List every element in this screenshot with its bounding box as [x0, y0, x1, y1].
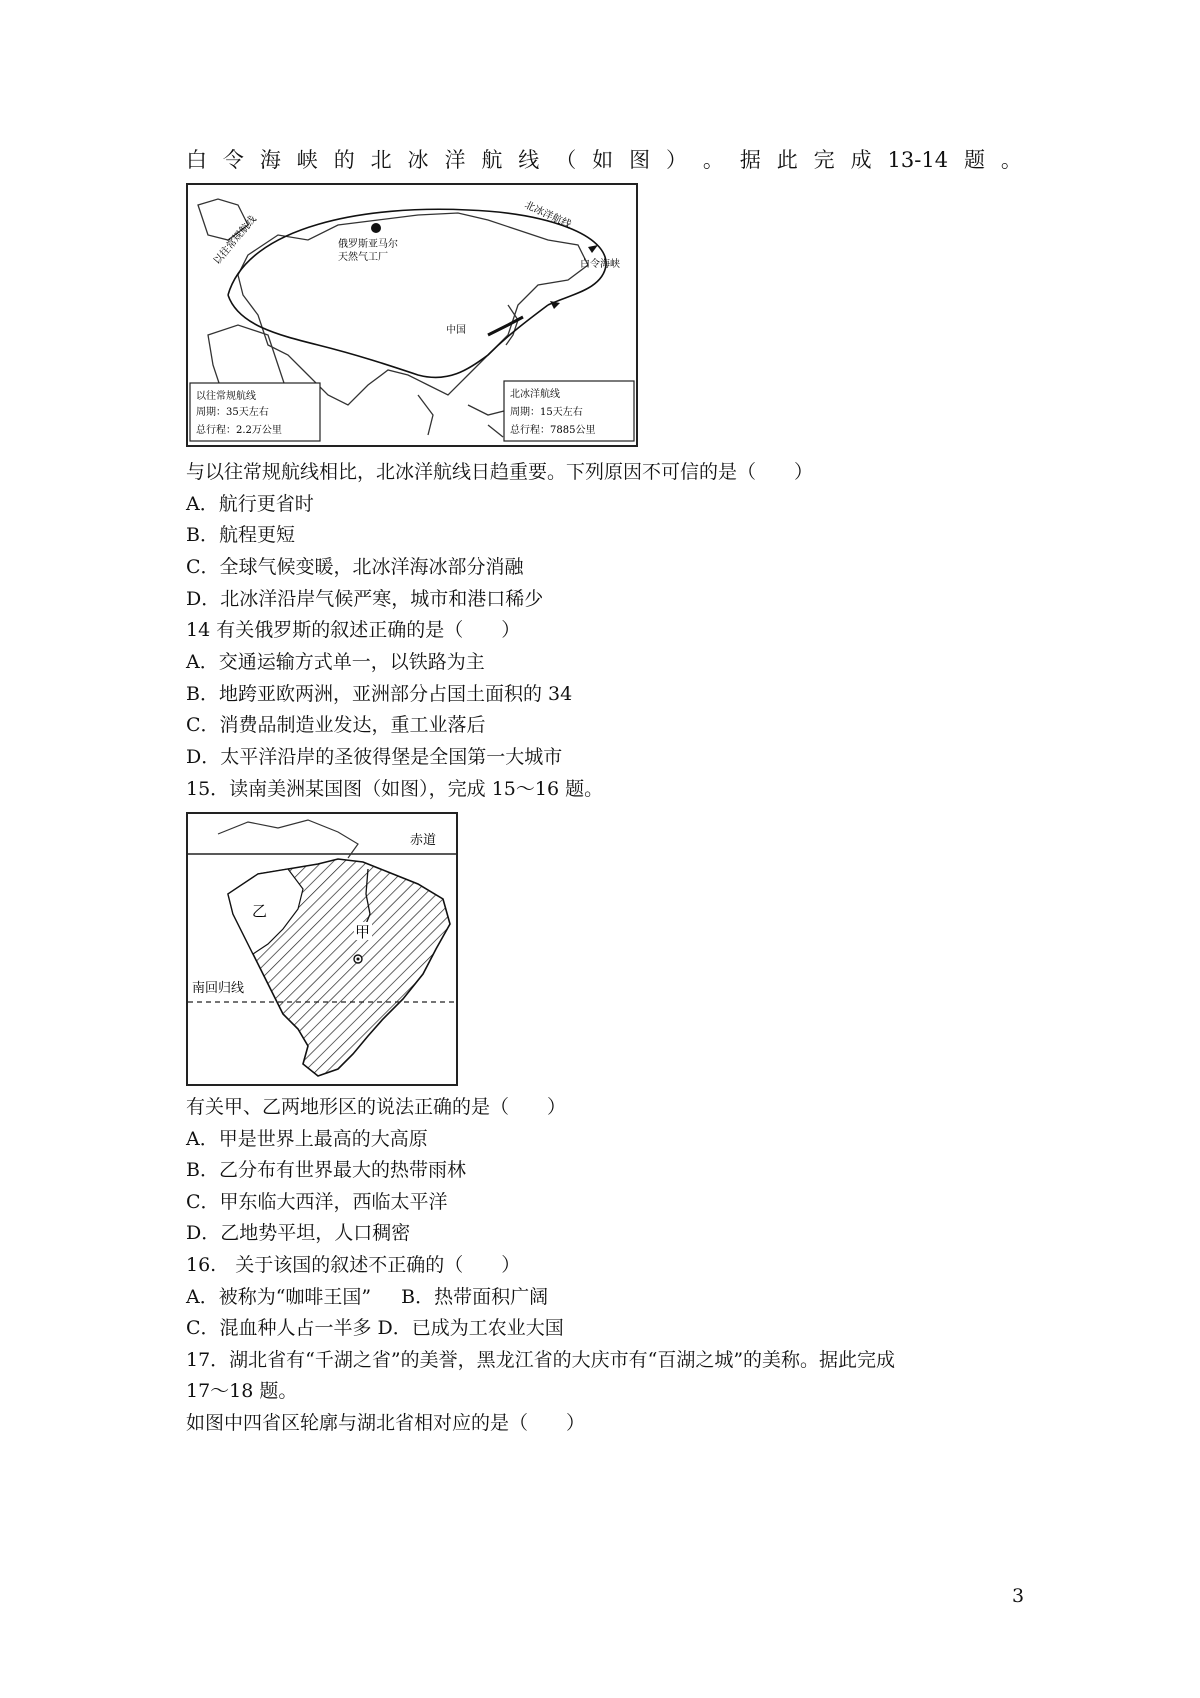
intro-char: 。 — [702, 148, 724, 172]
yamal-plant-label: 俄罗斯亚马尔 — [338, 239, 398, 250]
q13-option-a: A．航行更省时 — [186, 493, 314, 515]
q17-line1: 17．湖北省有“千湖之省”的美誉，黑龙江省的大庆市有“百湖之城”的美称。据此完成 — [186, 1349, 896, 1371]
legend-right-period: 周期：15天左右 — [510, 407, 583, 418]
arctic-route-map — [186, 183, 638, 447]
tropic-label: 南回归线 — [192, 981, 245, 996]
intro-char: 令 — [222, 148, 244, 172]
q14-option-c: C．消费品制造业发达，重工业落后 — [186, 714, 486, 736]
intro-char: 洋 — [444, 148, 466, 172]
intro-char: 完 — [813, 148, 835, 172]
intro-char: 题 — [963, 148, 985, 172]
intro-char: 如 — [592, 148, 614, 172]
q15-option-c: C．甲东临大西洋，西临太平洋 — [186, 1191, 448, 1213]
q17-line2: 17～18 题。 — [186, 1380, 298, 1402]
q15-option-a: A．甲是世界上最高的大高原 — [186, 1128, 428, 1150]
q14-stem: 14 有关俄罗斯的叙述正确的是（ ） — [186, 619, 521, 641]
intro-char: 峡 — [296, 148, 318, 172]
region-yi-label: 乙 — [252, 902, 268, 920]
region-jia-label: 甲 — [355, 923, 371, 941]
q16-option-c: C．混血种人占一半多 — [186, 1317, 372, 1339]
legend-right-title: 北冰洋航线 — [510, 389, 560, 400]
intro-char: 北 — [370, 148, 392, 172]
q15-option-b: B．乙分布有世界最大的热带雨林 — [186, 1159, 466, 1181]
legend-right-distance: 总行程：7885公里 — [510, 425, 596, 436]
intro-char: 线 — [518, 148, 540, 172]
brazil-map — [186, 812, 458, 1086]
q16-options-row1 — [186, 1284, 548, 1310]
q16-stem: 16. 关于该国的叙述不正确的（ ） — [186, 1254, 521, 1276]
china-label: 中国 — [446, 325, 466, 336]
q15-stem: 有关甲、乙两地形区的说法正确的是（ ） — [186, 1096, 567, 1118]
q14-option-a: A．交通运输方式单一，以铁路为主 — [186, 651, 485, 673]
yamal-plant-label-2: 天然气工厂 — [338, 252, 388, 263]
q13-stem: 与以往常规航线相比，北冰洋航线日趋重要。下列原因不可信的是（ ） — [186, 461, 814, 483]
intro-char: 据 — [739, 148, 761, 172]
q13-option-c: C．全球气候变暖，北冰洋海冰部分消融 — [186, 556, 524, 578]
intro-char: 的 — [333, 148, 355, 172]
intro-char: （ — [555, 148, 577, 172]
q13-option-b: B．航程更短 — [186, 524, 295, 546]
intro-char: 。 — [1000, 148, 1022, 172]
q15-option-d: D．乙地势平坦，人口稠密 — [186, 1222, 411, 1244]
intro-char: 白 — [186, 148, 207, 172]
intro-char: 航 — [481, 148, 503, 172]
equator-label: 赤道 — [410, 833, 437, 848]
q13-option-d: D．北冰洋沿岸气候严寒，城市和港口稀少 — [186, 588, 544, 610]
q16-option-b: B．热带面积广阔 — [401, 1286, 549, 1308]
intro-char: 图 — [629, 148, 651, 172]
intro-char: 成 — [850, 148, 872, 172]
arctic-route-label: 北冰洋航线 — [522, 199, 573, 231]
intro-char: ） — [665, 148, 687, 172]
intro-char: 冰 — [407, 148, 429, 172]
intro-line — [186, 147, 1022, 173]
q16-options-row2 — [186, 1315, 564, 1341]
bering-strait-label: 白令海峡 — [580, 259, 620, 270]
q16-option-d: D．已成为工农业大国 — [377, 1317, 564, 1339]
q15-intro: 15．读南美洲某国图（如图），完成 15～16 题。 — [186, 778, 604, 800]
legend-left-title: 以往常规航线 — [196, 391, 256, 402]
intro-char: 13-14 — [887, 148, 949, 172]
regular-route-label: 以往常规航线 — [211, 213, 259, 267]
q16-option-a: A．被称为“咖啡王国” — [186, 1286, 372, 1308]
q17-stem: 如图中四省区轮廓与湖北省相对应的是（ ） — [186, 1412, 586, 1434]
legend-left-period: 周期：35天左右 — [196, 407, 269, 418]
intro-char: 此 — [776, 148, 798, 172]
legend-left-distance: 总行程：2.2万公里 — [196, 425, 282, 436]
q14-option-d: D．太平洋沿岸的圣彼得堡是全国第一大城市 — [186, 746, 563, 768]
intro-char: 海 — [259, 148, 281, 172]
page-number: 3 — [1012, 1585, 1025, 1607]
q14-option-b: B．地跨亚欧两洲，亚洲部分占国土面积的 34 — [186, 683, 573, 705]
